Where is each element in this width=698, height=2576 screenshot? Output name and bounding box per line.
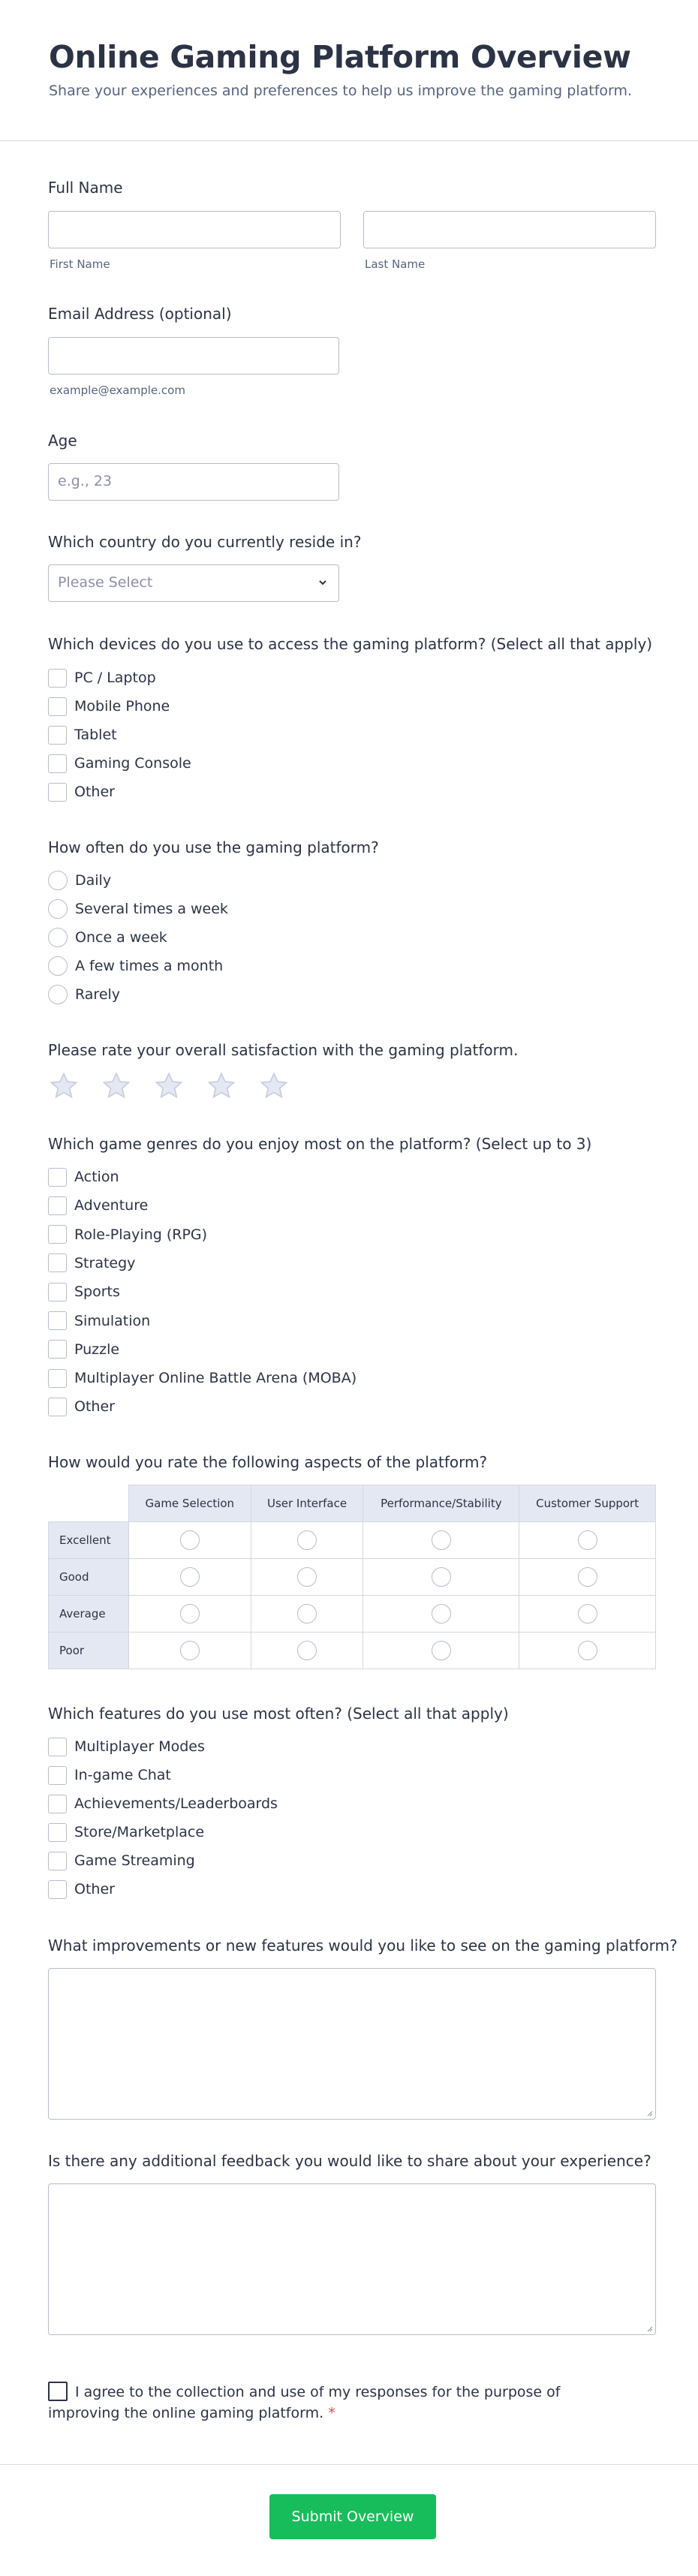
features-option-label: Game Streaming — [74, 1852, 195, 1869]
devices-option[interactable] — [48, 781, 115, 802]
age-input[interactable] — [48, 463, 339, 501]
feedback-textarea[interactable] — [48, 2183, 656, 2335]
frequency-label: How often do you use the gaming platform? — [48, 838, 379, 856]
radio-button[interactable] — [48, 928, 68, 947]
checkbox[interactable] — [48, 1369, 67, 1388]
checkbox[interactable] — [48, 754, 67, 773]
matrix-cell — [128, 1559, 251, 1596]
checkbox[interactable] — [48, 1795, 67, 1813]
checkbox[interactable] — [48, 1766, 67, 1785]
devices-option-label: Other — [74, 784, 115, 800]
matrix-cell — [519, 1596, 656, 1633]
star-icon[interactable] — [101, 1070, 132, 1102]
features-option[interactable] — [48, 1822, 204, 1843]
frequency-option-label: Several times a week — [75, 901, 228, 917]
consent-line-2: improving the online gaming platform. — [48, 2405, 324, 2421]
first-name-sublabel: First Name — [50, 257, 110, 271]
radio-button[interactable] — [297, 1530, 317, 1550]
matrix-cell — [363, 1596, 519, 1633]
matrix-row-label: Excellent — [49, 1522, 129, 1559]
genres-label: Which game genres do you enjoy most on the platform? (Select up to 3) — [48, 1135, 592, 1153]
features-option-label: Achievements/Leaderboards — [74, 1795, 278, 1812]
genres-option-label: Role-Playing (RPG) — [74, 1226, 208, 1243]
checkbox[interactable] — [48, 783, 67, 802]
matrix-row — [49, 1559, 656, 1596]
checkbox[interactable] — [48, 1283, 67, 1302]
radio-button[interactable] — [432, 1641, 451, 1660]
devices-option[interactable] — [48, 753, 191, 774]
matrix-cell — [363, 1559, 519, 1596]
devices-option[interactable] — [48, 696, 170, 717]
resize-handle-icon[interactable] — [645, 2109, 653, 2117]
page-subtitle: Share your experiences and preferences to help us improve the gaming platform. — [49, 83, 633, 99]
radio-button[interactable] — [578, 1567, 597, 1587]
radio-button[interactable] — [297, 1641, 317, 1660]
checkbox[interactable] — [48, 1253, 67, 1272]
features-option[interactable] — [48, 1879, 115, 1900]
age-placeholder: e.g., 23 — [58, 473, 113, 489]
checkbox[interactable] — [48, 1738, 67, 1756]
matrix-cell — [128, 1596, 251, 1633]
genres-option-label: Strategy — [74, 1254, 136, 1271]
matrix-corner — [49, 1485, 129, 1522]
checkbox[interactable] — [48, 1168, 67, 1187]
radio-button[interactable] — [578, 1604, 597, 1624]
devices-option-label: PC / Laptop — [74, 670, 156, 686]
genres-option[interactable] — [48, 1224, 207, 1245]
features-option-label: Other — [74, 1881, 115, 1897]
form-body — [0, 141, 698, 2576]
matrix-cell — [363, 1522, 519, 1559]
frequency-option-label: Daily — [75, 872, 112, 889]
star-icon[interactable] — [48, 1070, 80, 1102]
devices-option[interactable] — [48, 724, 117, 745]
genres-option-label: Puzzle — [74, 1341, 120, 1358]
star-rating — [48, 1070, 290, 1102]
genres-option-label: Other — [74, 1398, 115, 1416]
devices-label: Which devices do you use to access the gaming platform? (Select all that apply) — [48, 635, 653, 653]
radio-button[interactable] — [432, 1604, 451, 1624]
matrix-row-label: Poor — [49, 1633, 129, 1669]
radio-button[interactable] — [48, 956, 68, 976]
consent-line-1: I agree to the collection and use of my responses for the purpose of — [75, 2384, 561, 2400]
page-title: Online Gaming Platform Overview — [49, 39, 631, 75]
country-select[interactable] — [48, 564, 339, 602]
frequency-option-label: A few times a month — [75, 958, 224, 974]
star-icon[interactable] — [206, 1070, 237, 1102]
star-icon[interactable] — [258, 1070, 290, 1102]
matrix-row-label: Good — [49, 1559, 129, 1596]
genres-option-label: Adventure — [74, 1197, 149, 1214]
radio-button[interactable] — [297, 1567, 317, 1587]
resize-handle-icon[interactable] — [645, 2325, 653, 2332]
matrix-cell — [363, 1633, 519, 1669]
devices-option-label: Tablet — [74, 727, 117, 743]
checkbox[interactable] — [48, 1311, 67, 1330]
footer-divider — [0, 2464, 698, 2465]
matrix-row — [49, 1522, 656, 1559]
matrix-cell — [519, 1522, 656, 1559]
devices-option-label: Gaming Console — [74, 755, 191, 772]
star-icon[interactable] — [153, 1070, 185, 1102]
genres-option-label: Sports — [74, 1283, 120, 1301]
features-option-label: In-game Chat — [74, 1767, 171, 1783]
checkbox[interactable] — [48, 726, 67, 745]
features-option[interactable] — [48, 1736, 205, 1757]
chevron-down-icon — [317, 577, 328, 588]
radio-button[interactable] — [432, 1567, 451, 1587]
checkbox[interactable] — [48, 669, 67, 688]
matrix-row — [49, 1633, 656, 1669]
matrix-column-header: Performance/Stability — [363, 1485, 519, 1522]
genres-option[interactable] — [48, 1166, 119, 1187]
required-mark: * — [328, 2405, 335, 2421]
email-label: Email Address (optional) — [48, 305, 232, 323]
checkbox[interactable] — [48, 1852, 67, 1870]
radio-button[interactable] — [48, 985, 68, 1004]
checkbox[interactable] — [48, 1880, 67, 1899]
matrix-cell — [251, 1633, 363, 1669]
frequency-option-label: Once a week — [75, 929, 167, 946]
frequency-option[interactable] — [48, 927, 167, 948]
checkbox[interactable] — [48, 1196, 67, 1215]
radio-button[interactable] — [180, 1530, 200, 1550]
genres-option-label: Multiplayer Online Battle Arena (MOBA) — [74, 1370, 357, 1387]
form-header — [0, 0, 698, 141]
genres-option[interactable] — [48, 1311, 150, 1332]
email-sublabel: example@example.com — [50, 384, 185, 397]
improvements-textarea[interactable] — [48, 1968, 656, 2120]
checkbox[interactable] — [48, 1340, 67, 1359]
genres-option-label: Action — [74, 1169, 119, 1185]
checkbox[interactable] — [48, 1225, 67, 1244]
radio-button[interactable] — [48, 899, 68, 919]
genres-option-label: Simulation — [74, 1312, 151, 1329]
age-label: Age — [48, 432, 77, 450]
genres-option[interactable] — [48, 1368, 357, 1389]
first-name-input[interactable] — [48, 211, 341, 248]
matrix-cell — [128, 1522, 251, 1559]
genres-option[interactable] — [48, 1195, 148, 1216]
frequency-option[interactable] — [48, 955, 223, 977]
matrix-column-header: User Interface — [251, 1485, 363, 1522]
features-option[interactable] — [48, 1793, 278, 1814]
matrix-cell — [128, 1633, 251, 1669]
consent-text — [48, 2382, 656, 2424]
checkbox[interactable] — [48, 697, 67, 716]
matrix-cell — [251, 1522, 363, 1559]
satisfaction-label: Please rate your overall satisfaction with the gaming platform. — [48, 1041, 519, 1059]
features-label: Which features do you use most often? (Select all that apply) — [48, 1705, 509, 1723]
checkbox[interactable] — [48, 1823, 67, 1842]
frequency-option-label: Rarely — [75, 986, 121, 1003]
matrix-column-header: Customer Support — [519, 1485, 656, 1522]
genres-option[interactable] — [48, 1396, 115, 1417]
matrix-cell — [519, 1633, 656, 1669]
frequency-option[interactable] — [48, 870, 111, 891]
matrix-cell — [251, 1596, 363, 1633]
feedback-label: Is there any additional feedback you would like to share about your experience? — [48, 2152, 651, 2170]
aspects-matrix — [48, 1485, 656, 1669]
email-input[interactable] — [48, 337, 339, 375]
features-option[interactable] — [48, 1850, 195, 1871]
radio-button[interactable] — [180, 1604, 200, 1624]
radio-button[interactable] — [180, 1567, 200, 1587]
features-option-label: Multiplayer Modes — [74, 1738, 205, 1755]
devices-option[interactable] — [48, 667, 156, 688]
features-option[interactable] — [48, 1765, 171, 1786]
matrix-cell — [519, 1559, 656, 1596]
checkbox[interactable] — [48, 1398, 67, 1416]
radio-button[interactable] — [180, 1641, 200, 1660]
aspects-label: How would you rate the following aspects of the platform? — [48, 1453, 488, 1471]
frequency-option[interactable] — [48, 898, 228, 919]
last-name-input[interactable] — [363, 211, 656, 248]
devices-option-label: Mobile Phone — [74, 698, 170, 715]
radio-button[interactable] — [578, 1530, 597, 1550]
genres-option[interactable] — [48, 1281, 120, 1302]
submit-button[interactable]: Submit Overview — [269, 2494, 436, 2539]
matrix-column-header: Game Selection — [128, 1485, 251, 1522]
country-label: Which country do you currently reside in? — [48, 533, 362, 551]
matrix-cell — [251, 1559, 363, 1596]
matrix-row-label: Average — [49, 1596, 129, 1633]
full-name-label: Full Name — [48, 179, 123, 197]
radio-button[interactable] — [432, 1530, 451, 1550]
radio-button[interactable] — [297, 1604, 317, 1624]
last-name-sublabel: Last Name — [365, 257, 426, 271]
genres-option[interactable] — [48, 1339, 119, 1360]
country-placeholder: Please Select — [58, 574, 153, 591]
genres-option[interactable] — [48, 1253, 135, 1274]
matrix-row — [49, 1596, 656, 1633]
features-option-label: Store/Marketplace — [74, 1824, 205, 1840]
radio-button[interactable] — [578, 1641, 597, 1660]
improvements-label: What improvements or new features would you like to see on the gaming platform? — [48, 1937, 678, 1955]
frequency-option[interactable] — [48, 984, 120, 1005]
radio-button[interactable] — [48, 871, 68, 890]
